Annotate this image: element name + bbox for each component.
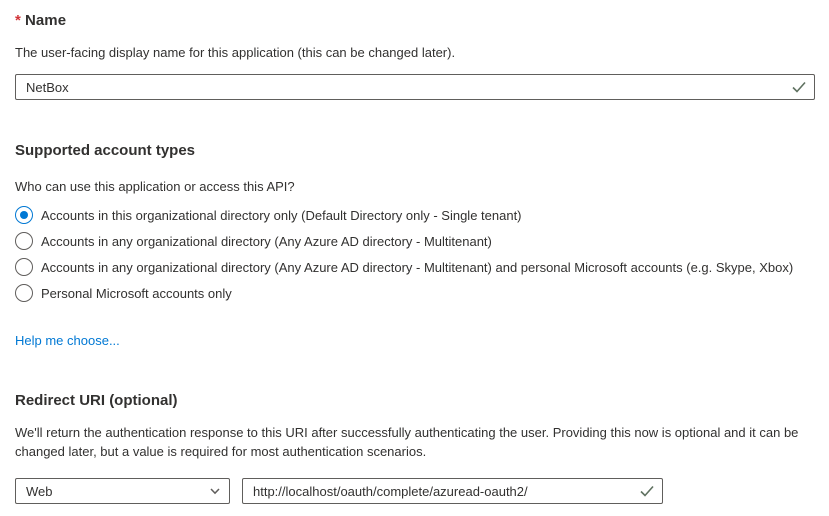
redirect-uri-description: We'll return the authentication response to this URI after successfully authenticating the user. Providing this now is optional and it can be changed later, but a value is required for most authentication scenarios. [15,425,799,459]
help-me-choose-link[interactable]: Help me choose... [15,333,120,348]
radio-icon[interactable] [15,258,33,276]
account-types-title: Supported account types [15,142,196,159]
radio-label: Accounts in any organizational directory (Any Azure AD directory - Multitenant) and personal Microsoft accounts (e.g. Skype, Xbox) [41,259,794,275]
name-description: The user-facing display name for this application (this can be changed later). [15,45,456,60]
radio-icon[interactable] [15,206,33,224]
radio-label: Accounts in this organizational directory only (Default Directory only - Single tenant) [41,207,522,223]
account-types-section [15,142,815,350]
required-asterisk: * [15,12,21,29]
radio-icon[interactable] [15,284,33,302]
radio-icon[interactable] [15,232,33,250]
account-type-option[interactable] [15,228,815,254]
chevron-down-icon [209,485,221,497]
name-input[interactable] [16,75,814,99]
redirect-uri-input-container [242,478,663,504]
radio-label: Personal Microsoft accounts only [41,285,232,301]
platform-select-value: Web [26,483,53,499]
name-label: Name [24,12,67,29]
platform-select[interactable] [15,478,230,504]
valid-check-icon [640,485,654,497]
valid-check-icon [792,81,806,93]
name-section [15,8,815,100]
name-input-container [15,74,815,100]
name-field-label [15,8,815,29]
redirect-uri-input[interactable] [243,479,662,503]
redirect-uri-row [15,478,815,504]
redirect-uri-section [15,392,815,504]
account-type-option[interactable] [15,254,815,280]
account-type-options [15,202,815,306]
account-type-option[interactable] [15,202,815,228]
radio-label: Accounts in any organizational directory (Any Azure AD directory - Multitenant) [41,233,492,249]
account-type-option[interactable] [15,280,815,306]
account-types-question: Who can use this application or access this API? [15,179,295,194]
redirect-uri-title: Redirect URI (optional) [15,392,178,409]
